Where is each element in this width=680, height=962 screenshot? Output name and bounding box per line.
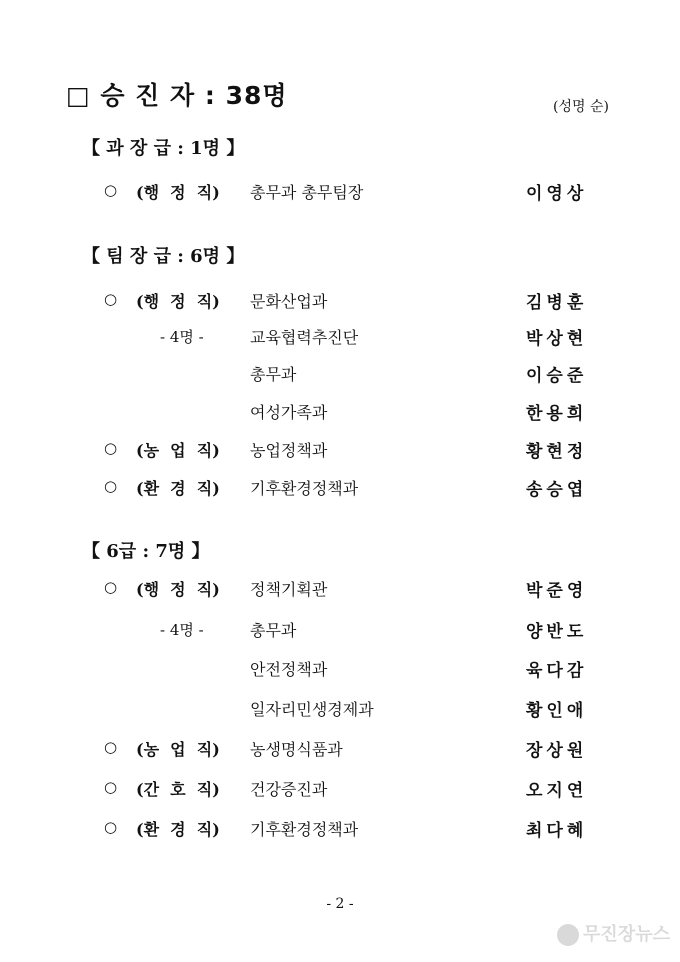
department: 농업정책과 [250, 441, 328, 460]
department: 문화산업과 [250, 292, 328, 311]
person-name: 육다감 [526, 661, 588, 681]
watermark-text: 무진장뉴스 [583, 924, 670, 945]
department: 안전정책과 [250, 660, 328, 679]
bullet-icon: ○ [104, 738, 118, 756]
person-name: 황인애 [526, 701, 588, 721]
job-type: (농 업 직) [136, 740, 220, 759]
person-name: 이영상 [526, 184, 588, 204]
bullet-icon: ○ [104, 181, 118, 199]
department: 총무과 [250, 365, 297, 384]
department: 기후환경정책과 [250, 820, 359, 839]
person-name: 양반도 [526, 622, 588, 642]
job-type: (간 호 직) [136, 780, 220, 799]
watermark-logo-icon [557, 924, 579, 946]
person-name: 장상원 [526, 741, 588, 761]
section-heading: 【 과 장 급 : 1명 】 [82, 138, 245, 159]
department: 교육협력추진단 [250, 328, 359, 347]
department: 여성가족과 [250, 403, 328, 422]
person-name: 황현정 [526, 442, 588, 462]
person-name: 박상현 [526, 329, 588, 349]
person-name: 이승준 [526, 366, 588, 386]
department: 일자리민생경제과 [250, 700, 374, 719]
group-count: - 4명 - [160, 328, 204, 346]
person-name: 최다혜 [526, 821, 588, 841]
person-name: 김병훈 [526, 293, 588, 313]
section-heading: 【 6급 : 7명 】 [82, 541, 210, 562]
department: 기후환경정책과 [250, 479, 359, 498]
department: 총무과 [250, 621, 297, 640]
job-type: (농 업 직) [136, 441, 220, 460]
bullet-icon: ○ [104, 818, 118, 836]
department: 농생명식품과 [250, 740, 343, 759]
person-name: 오지연 [526, 781, 588, 801]
order-note: (성명 순) [553, 99, 609, 115]
job-type: (환 경 직) [136, 479, 220, 498]
page-number: - 2 - [326, 896, 354, 912]
person-name: 송승엽 [526, 480, 588, 500]
job-type: (행 정 직) [136, 183, 220, 202]
page-title: □ 승 진 자 : 38명 [66, 81, 288, 110]
job-type: (행 정 직) [136, 580, 220, 599]
bullet-icon: ○ [104, 290, 118, 308]
group-count: - 4명 - [160, 621, 204, 639]
watermark [557, 920, 670, 946]
bullet-icon: ○ [104, 439, 118, 457]
department: 정책기획관 [250, 580, 328, 599]
person-name: 박준영 [526, 581, 588, 601]
bullet-icon: ○ [104, 778, 118, 796]
bullet-icon: ○ [104, 477, 118, 495]
bullet-icon: ○ [104, 578, 118, 596]
department: 총무과 총무팀장 [250, 183, 364, 202]
department: 건강증진과 [250, 780, 328, 799]
job-type: (행 정 직) [136, 292, 220, 311]
section-heading: 【 팀 장 급 : 6명 】 [82, 246, 245, 267]
job-type: (환 경 직) [136, 820, 220, 839]
person-name: 한용희 [526, 404, 588, 424]
